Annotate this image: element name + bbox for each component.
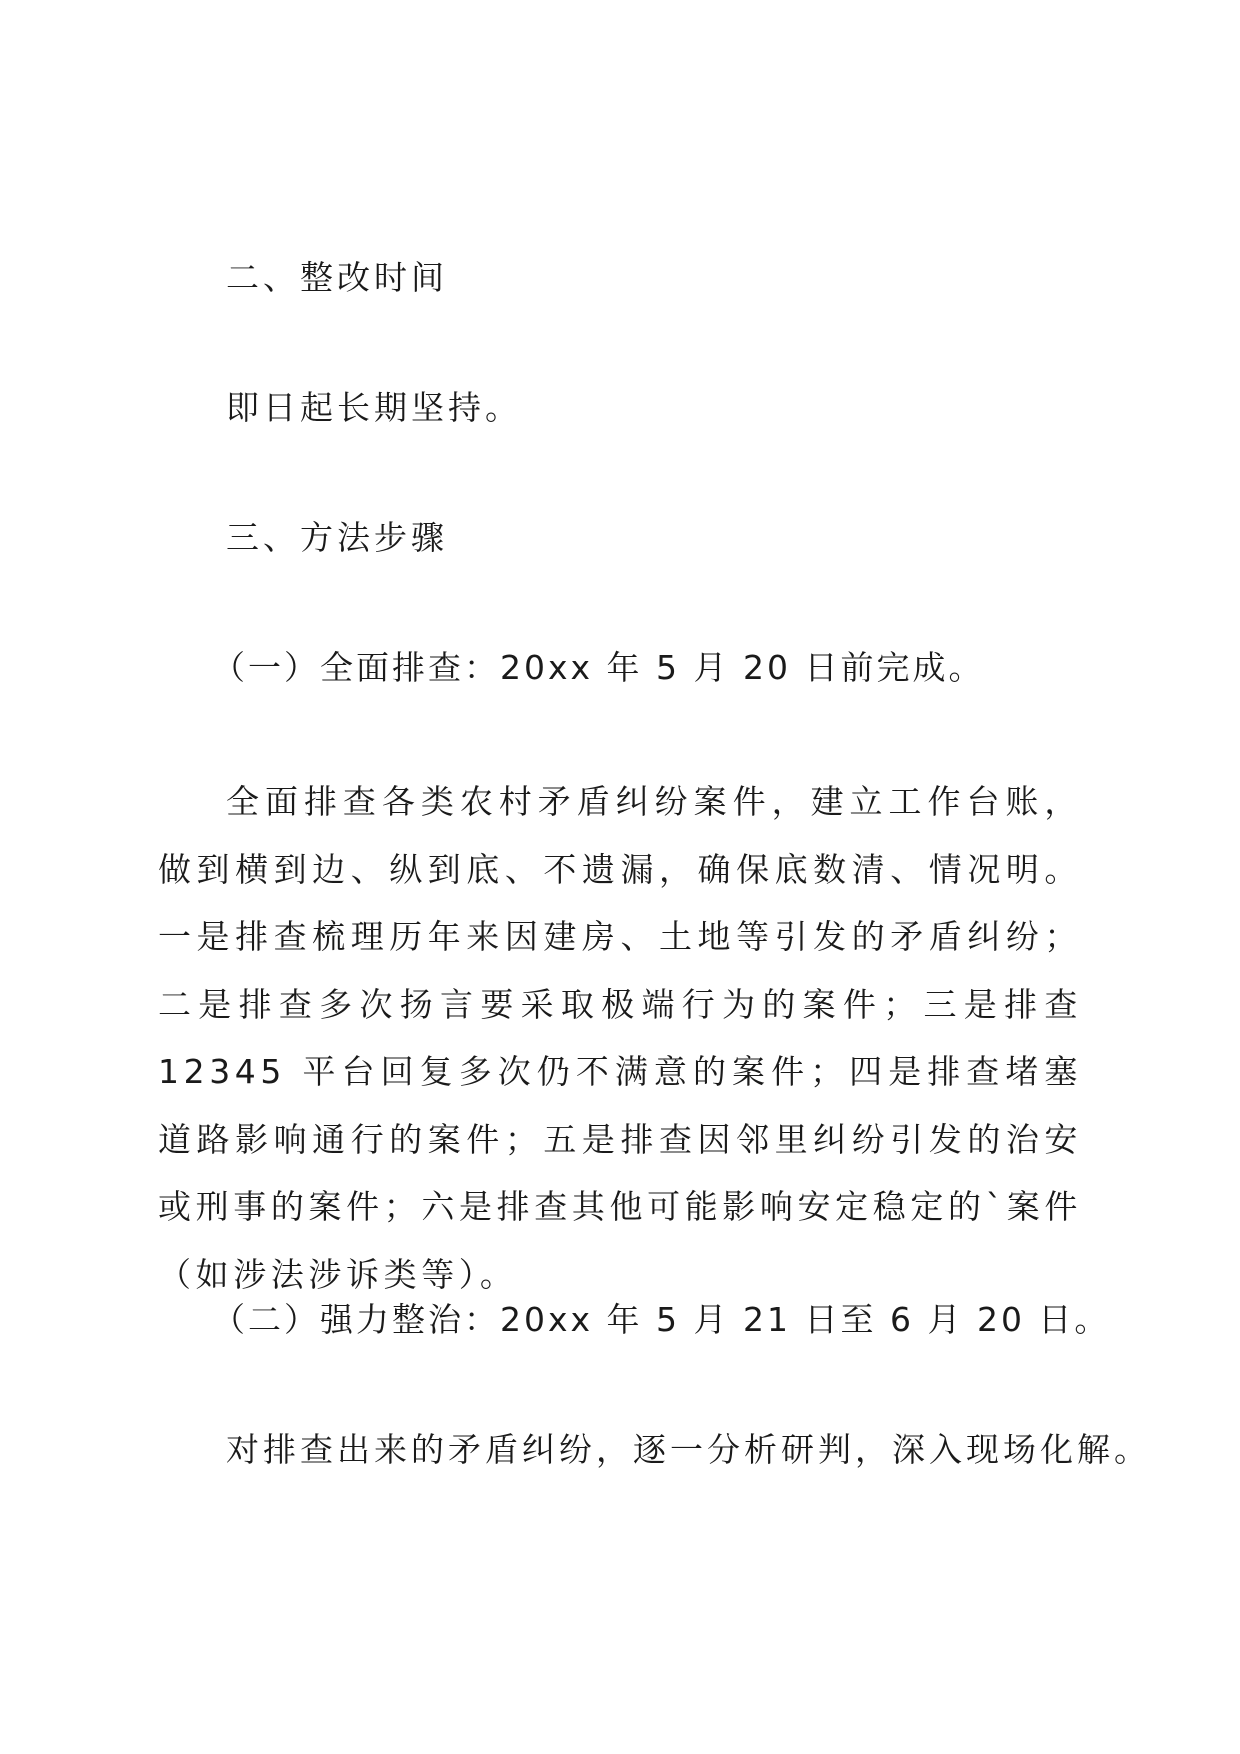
step-one-body: 全面排查各类农村矛盾纠纷案件，建立工作台账，做到横到边、纵到底、不遗漏，确保底数清、情况明。一是排查梳理历年来因建房、土地等引发的矛盾纠纷；二是排查多次扬言要采取极端行为的案件；三是排查 12345 平台回复多次仍不满意的案件；四是排查堵塞道路影响通行的案件；五是排查因邻里纠纷引发的治安或刑事的案件；六是排查其他可能影响安定稳定的`案件（如涉法涉诉类等）。 [158,782,1082,1294]
rectification-time-text: 即日起长期坚持。 [226,388,522,427]
section-heading-methods-steps: 三、方法步骤 [226,518,448,557]
step-one-title: （一）全面排查：20xx 年 5 月 20 日前完成。 [212,648,985,687]
section-heading-rectification-time: 二、整改时间 [226,258,448,297]
step-two-body: 对排查出来的矛盾纠纷，逐一分析研判，深入现场化解。 [226,1430,1151,1469]
step-two-title: （二）强力整治：20xx 年 5 月 21 日至 6 月 20 日。 [212,1300,1111,1339]
